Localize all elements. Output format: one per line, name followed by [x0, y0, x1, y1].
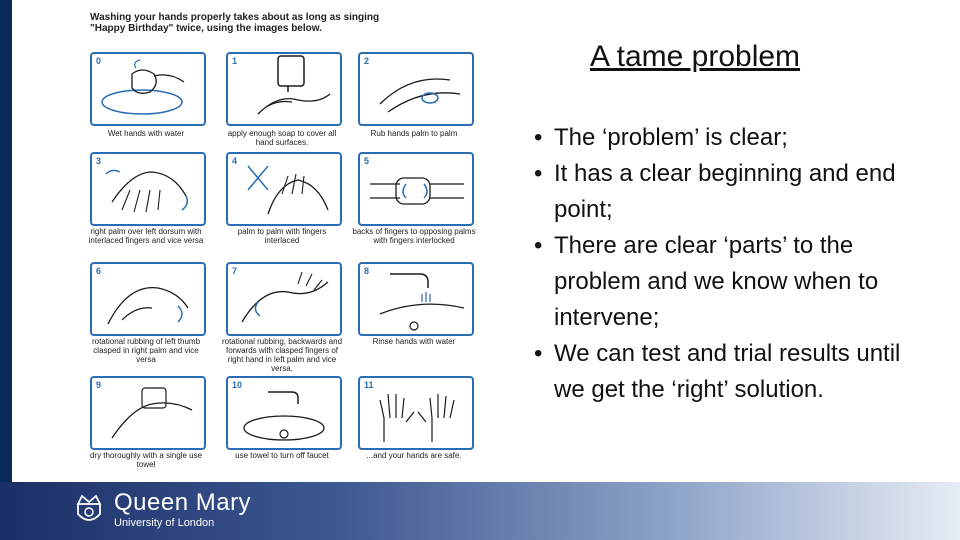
bullet-text: It has a clear beginning and end point; [554, 160, 896, 223]
step-panel-0 [90, 52, 206, 126]
step-number: 3 [96, 156, 102, 166]
step-caption-8: Rinse hands with water [372, 337, 456, 346]
step-panel-9 [90, 376, 206, 450]
step-number: 8 [364, 266, 370, 276]
soap-dispenser-icon [228, 54, 340, 124]
interlaced-fingers-icon [228, 154, 340, 224]
bullet-dot: • [534, 124, 543, 151]
slide-title: A tame problem [589, 40, 801, 73]
bullet-item [530, 120, 910, 156]
fingertips-rotation-icon [228, 264, 340, 334]
bullet-dot: • [534, 340, 543, 367]
bullet-dot: • [534, 160, 543, 187]
step-caption-1: apply enough soap to cover all hand surfaces. [227, 129, 337, 147]
logo-name: Queen Mary [114, 489, 252, 516]
step-caption-7: rotational rubbing, backwards and forwards with clasped fingers of right hand in left palm and vice versa. [221, 337, 343, 373]
palm-over-dorsum-icon [92, 154, 204, 224]
step-panel-3 [90, 152, 206, 226]
clean-hands-icon [360, 378, 472, 448]
backs-of-fingers-icon [360, 154, 472, 224]
figure-header: Washing your hands properly takes about as long as singing "Happy Birthday" twice, using the images below. [90, 12, 380, 34]
logo-subtitle: University of London [114, 517, 215, 529]
step-panel-10 [226, 376, 342, 450]
step-panel-5 [358, 152, 474, 226]
bullet-list [530, 120, 910, 408]
step-number: 1 [232, 56, 238, 66]
step-number: 10 [232, 380, 243, 390]
step-number: 11 [364, 380, 374, 390]
logo-text [114, 491, 251, 529]
bullet-text: The ‘problem’ is clear; [554, 124, 788, 151]
step-caption-10: use towel to turn off faucet [235, 451, 329, 460]
crest-icon [72, 492, 106, 528]
rinse-faucet-icon [360, 264, 472, 334]
bullet-text: There are clear ‘parts’ to the problem and we know when to intervene; [554, 232, 879, 331]
step-number: 4 [232, 156, 238, 166]
step-panel-2 [358, 52, 474, 126]
step-number: 6 [96, 266, 102, 276]
step-caption-11: ...and your hands are safe. [366, 451, 462, 460]
step-number: 0 [96, 56, 102, 66]
thumb-rotation-icon [92, 264, 204, 334]
step-panel-4 [226, 152, 342, 226]
dry-towel-icon [92, 378, 204, 448]
bullet-item [530, 336, 910, 408]
step-caption-3: right palm over left dorsum with interlaced fingers and vice versa [88, 227, 204, 245]
step-caption-5: backs of fingers to opposing palms with fingers interlocked [352, 227, 476, 245]
bullet-dot: • [534, 232, 543, 259]
queen-mary-logo [72, 490, 251, 530]
step-caption-9: dry thoroughly with a single use towel [89, 451, 203, 469]
step-number: 7 [232, 266, 238, 276]
step-panel-1 [226, 52, 342, 126]
step-panel-8 [358, 262, 474, 336]
step-panel-6 [90, 262, 206, 336]
step-caption-0: Wet hands with water [107, 129, 185, 138]
step-number: 9 [96, 380, 102, 390]
wet-hands-icon [92, 54, 204, 124]
left-accent-bar [0, 0, 12, 540]
bullet-item [530, 228, 910, 336]
bullet-text: We can test and trial results until we get the ‘right’ solution. [554, 340, 901, 403]
step-caption-4: palm to palm with fingers interlaced [237, 227, 327, 245]
step-panel-11 [358, 376, 474, 450]
rub-palms-icon [360, 54, 472, 124]
step-caption-6: rotational rubbing of left thumb clasped in right palm and vice versa [91, 337, 201, 364]
bullet-item [530, 156, 910, 228]
handwashing-figure [86, 10, 478, 472]
step-panel-7 [226, 262, 342, 336]
step-number: 5 [364, 156, 370, 166]
step-number: 2 [364, 56, 370, 66]
step-caption-2: Rub hands palm to palm [370, 129, 458, 138]
towel-faucet-icon [228, 378, 340, 448]
